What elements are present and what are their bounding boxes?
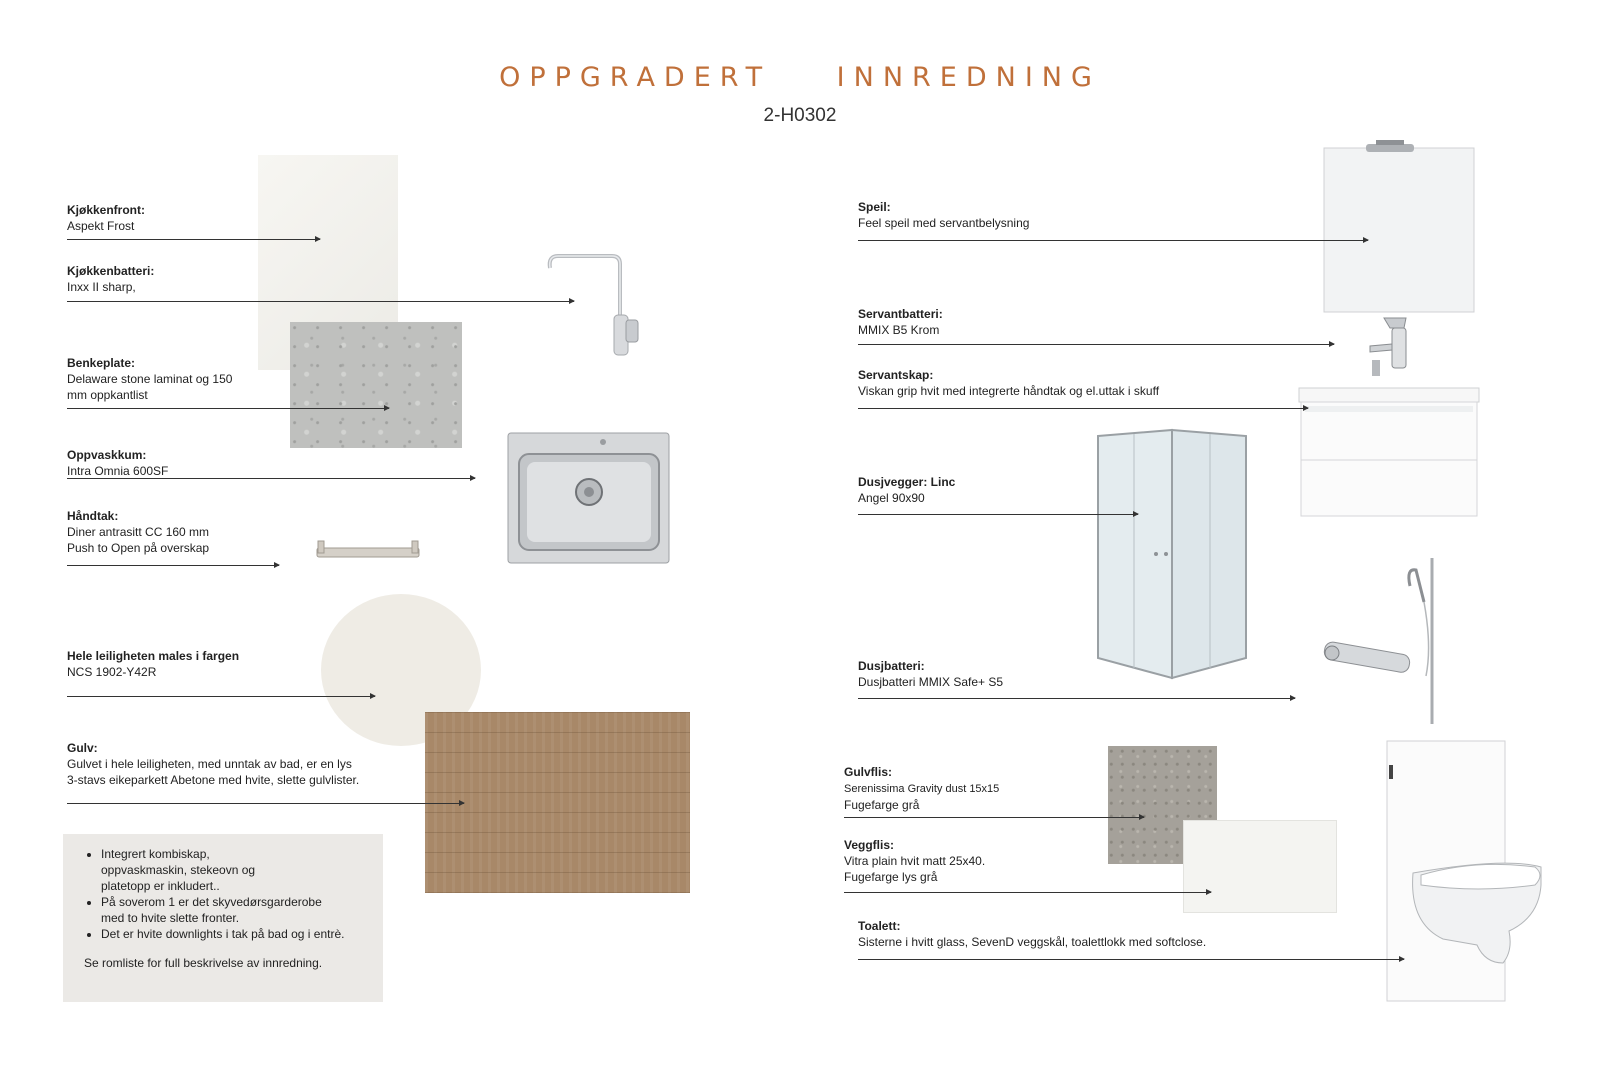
cabinet-pointer — [858, 408, 1308, 409]
shower-walls-image — [1094, 428, 1250, 684]
kitchen-faucet-image — [540, 250, 650, 365]
list-item: • Integrert kombiskap, oppvaskmaskin, stekeovn og platetopp er inkludert.. — [101, 846, 383, 894]
list-item: • Det er hvite downlights i tak på bad og i entrè. — [101, 926, 383, 942]
shower-walls-label: Dusjvegger: Linc Angel 90x90 — [858, 475, 956, 505]
notes-footer: Se romliste for full beskrivelse av innredning. — [84, 956, 323, 970]
basin-faucet-image — [1362, 314, 1422, 380]
shower-walls-pointer — [858, 514, 1138, 515]
vanity-cabinet-image — [1293, 382, 1485, 518]
kitchen-front-label: Kjøkkenfront: Aspekt Frost — [67, 203, 145, 233]
toilet-image — [1385, 735, 1555, 1003]
shower-faucet-label: Dusjbatteri: Dusjbatteri MMIX Safe+ S5 — [858, 659, 1004, 689]
kitchen-sink-image — [507, 432, 670, 564]
wall-tile-swatch — [1183, 820, 1337, 913]
countertop-swatch — [290, 322, 462, 448]
list-item: • På soverom 1 er det skyvedørsgarderobe med to hvite slette fronter. — [101, 894, 383, 926]
kitchen-faucet-label: Kjøkkenbatteri: Inxx II sharp, — [67, 264, 155, 294]
mirror-pointer — [858, 240, 1368, 241]
paint-label: Hele leiligheten males i fargen NCS 1902-Y42R — [67, 649, 240, 679]
handle-pointer — [67, 565, 279, 566]
kitchen-faucet-pointer — [67, 301, 574, 302]
mirror-label: Speil: Feel speil med servantbelysning — [858, 200, 1030, 230]
floor-tile-label: Gulvflis: Serenissima Gravity dust 15x15 Fugefarge grå — [844, 765, 1000, 812]
handle-label: Håndtak: Diner antrasitt CC 160 mm Push to Open på overskap — [67, 509, 210, 555]
sink-label: Oppvaskkum: Intra Omnia 600SF — [67, 448, 169, 478]
floor-pointer — [67, 803, 464, 804]
shower-faucet-pointer — [858, 698, 1295, 699]
notes-box — [63, 834, 383, 1002]
floor-label: Gulv: Gulvet i hele leiligheten, med unntak av bad, er en lys 3-stavs eikeparkett Abetone med hvite, slette gulvlister. — [67, 741, 360, 787]
countertop-pointer — [67, 408, 389, 409]
page-title: OPPGRADERT INNREDNING — [499, 62, 1101, 93]
toilet-pointer — [858, 959, 1404, 960]
basin-faucet-pointer — [858, 344, 1334, 345]
basin-faucet-label: Servantbatteri: MMIX B5 Krom — [858, 307, 943, 337]
wall-tile-pointer — [844, 892, 1211, 893]
countertop-label: Benkeplate: Delaware stone laminat og 150 mm oppkantlist — [67, 356, 233, 402]
kitchen-front-pointer — [67, 239, 320, 240]
floor-tile-pointer — [844, 817, 1144, 818]
cabinet-label: Servantskap: Viskan grip hvit med integrerte håndtak og el.uttak i skuff — [858, 368, 1160, 398]
shower-set-image — [1320, 556, 1445, 728]
toilet-label: Toalett: Sisterne i hvitt glass, SevenD veggskål, toalettlokk med softclose. — [858, 919, 1207, 949]
sink-pointer — [67, 478, 475, 479]
page-subtitle: 2-H0302 — [763, 105, 837, 126]
paint-pointer — [67, 696, 375, 697]
wall-tile-label: Veggflis: Vitra plain hvit matt 25x40. Fugefarge lys grå — [844, 838, 986, 884]
mirror-image — [1320, 140, 1476, 315]
handle-image — [314, 538, 422, 562]
